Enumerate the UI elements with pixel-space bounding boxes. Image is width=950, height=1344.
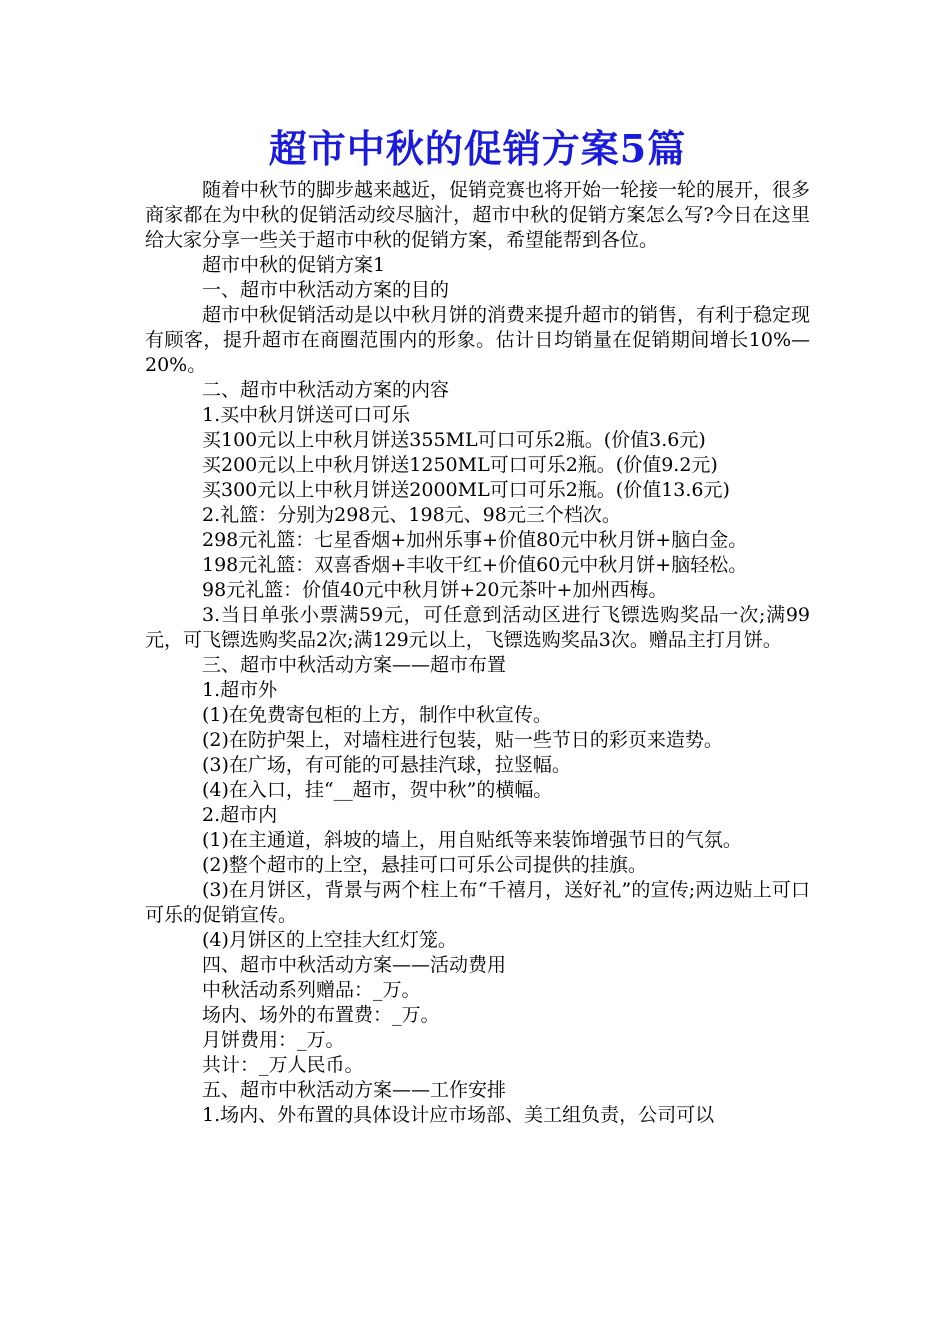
paragraph: 买100元以上中秋月饼送355ML可口可乐2瓶。(价值3.6元) (202, 429, 706, 451)
paragraph: 2.礼篮：分别为298元、198元、98元三个档次。 (202, 504, 621, 526)
section-heading: 三、超市中秋活动方案——超市布置 (202, 654, 507, 676)
paragraph: (3)在月饼区，背景与两个柱上布“千禧月，送好礼”的宣传;两边贴上可口可乐的促销宣传。 (145, 879, 810, 926)
paragraph: 1.买中秋月饼送可口可乐 (202, 404, 411, 426)
paragraph: (3)在广场，有可能的可悬挂汽球，拉竖幅。 (202, 754, 571, 776)
paragraph: 买200元以上中秋月饼送1250ML可口可乐2瓶。(价值9.2元) (202, 454, 718, 476)
document-title: 超市中秋的促销方案5篇 (268, 126, 687, 171)
paragraph: 中秋活动系列赠品：_万。 (202, 979, 421, 1001)
paragraph: 超市中秋促销活动是以中秋月饼的消费来提升超市的销售，有利于稳定现有顾客，提升超市在商圈范围内的形象。估计日均销量在促销期间增长10%—20%。 (145, 304, 811, 376)
paragraph: (2)在防护架上，对墙柱进行包装，贴一些节日的彩页来造势。 (202, 729, 723, 751)
paragraph: 随着中秋节的脚步越来越近，促销竞赛也将开始一轮接一轮的展开，很多商家都在为中秋的促销活动绞尽脑汁，超市中秋的促销方案怎么写?今日在这里给大家分享一些关于超市中秋的促销方案，希望能帮到各位。 (145, 179, 811, 251)
paragraph: (1)在主通道，斜坡的墙上，用自贴纸等来装饰增强节日的气氛。 (202, 829, 742, 851)
paragraph: 共计：_万人民币。 (202, 1054, 364, 1076)
paragraph: 买300元以上中秋月饼送2000ML可口可乐2瓶。(价值13.6元) (202, 479, 730, 501)
paragraph: (4)在入口，挂“__超市，贺中秋”的横幅。 (202, 779, 553, 801)
paragraph: (4)月饼区的上空挂大红灯笼。 (202, 929, 457, 951)
paragraph: 1.场内、外布置的具体设计应市场部、美工组负责，公司可以 (202, 1104, 715, 1126)
section-heading: 二、超市中秋活动方案的内容 (202, 379, 450, 401)
section-heading: 一、超市中秋活动方案的目的 (202, 279, 450, 301)
section-heading: 五、超市中秋活动方案——工作安排 (202, 1079, 507, 1101)
paragraph: 2.超市内 (202, 804, 278, 826)
paragraph: 场内、场外的布置费：_万。 (202, 1004, 440, 1026)
paragraph: 超市中秋的促销方案1 (202, 254, 386, 276)
paragraph: 1.超市外 (202, 679, 278, 701)
paragraph: 298元礼篮：七星香烟+加州乐事+价值80元中秋月饼+脑白金。 (202, 529, 748, 551)
document-body (145, 178, 810, 1128)
paragraph: (1)在免费寄包柜的上方，制作中秋宣传。 (202, 704, 552, 726)
paragraph: 198元礼篮：双喜香烟+丰收干红+价值60元中秋月饼+脑轻松。 (202, 554, 748, 576)
paragraph: (2)整个超市的上空，悬挂可口可乐公司提供的挂旗。 (202, 854, 647, 876)
section-heading: 四、超市中秋活动方案——活动费用 (202, 954, 507, 976)
paragraph: 3.当日单张小票满59元，可任意到活动区进行飞镖选购奖品一次;满99元，可飞镖选购奖品2次;满129元以上，飞镖选购奖品3次。赠品主打月饼。 (145, 604, 810, 651)
paragraph: 月饼费用：_万。 (202, 1029, 345, 1051)
paragraph: 98元礼篮：价值40元中秋月饼+20元茶叶+加州西梅。 (202, 579, 668, 601)
document-page (145, 120, 810, 1128)
